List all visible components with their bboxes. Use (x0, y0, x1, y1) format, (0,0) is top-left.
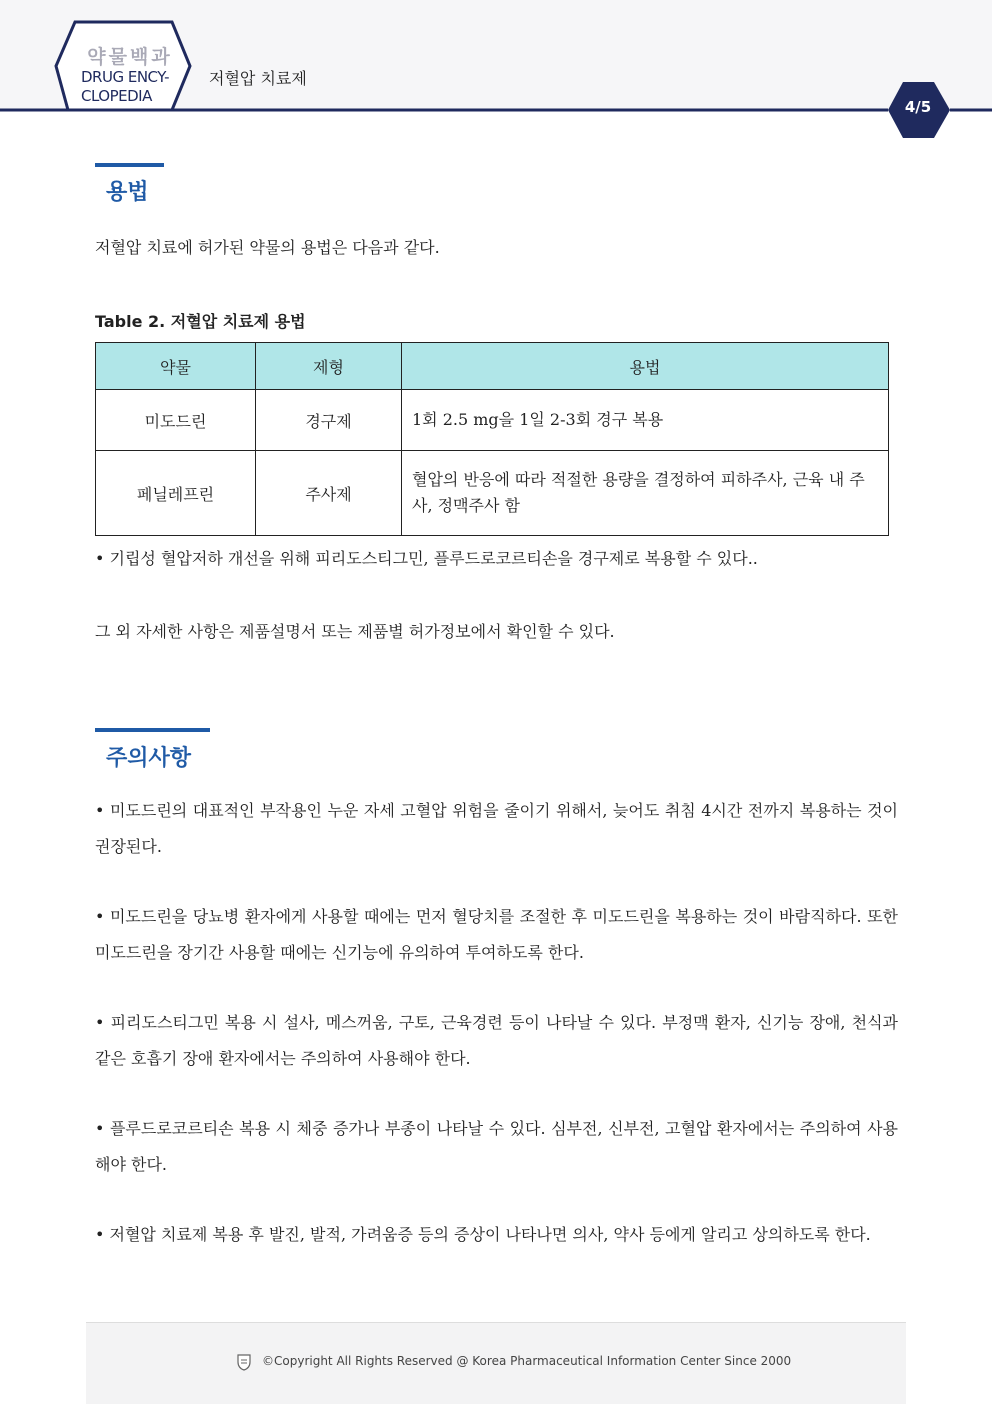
dosage-intro: 저혈압 치료에 허가된 약물의 용법은 다음과 같다. (95, 238, 440, 257)
table-cell-form: 경구제 (256, 390, 402, 451)
precaution-item: • 저혈압 치료제 복용 후 발진, 발적, 가려움증 등의 증상이 나타나면 의사, 약사 등에게 알리고 상의하도록 한다. (95, 1225, 871, 1244)
dosage-bullet: • 기립성 혈압저하 개선을 위해 피리도스티그민, 플루드로코르티손을 경구제로 복용할 수 있다.. (95, 549, 758, 568)
table-header-row (96, 343, 889, 390)
table-row (96, 451, 889, 536)
table-header-dosage: 용법 (402, 343, 889, 390)
page-indicator: 4/5 (904, 98, 932, 116)
precaution-item: • 플루드로코르티손 복용 시 체중 증가나 부종이 나타날 수 있다. 심부전, 신부전, 고혈압 환자에서는 주의하여 사용해야 한다. (95, 1119, 898, 1174)
section-bar-precautions (95, 728, 210, 732)
logo-english-line1: DRUG ENCY- (81, 68, 170, 86)
logo-english (81, 68, 169, 106)
precaution-item: • 미도드린의 대표적인 부작용인 누운 자세 고혈압 위험을 줄이기 위해서, 늦어도 취침 4시간 전까지 복용하는 것이 권장된다. (95, 801, 898, 856)
section-heading-dosage: 용법 (106, 180, 149, 205)
footer-copyright: ©Copyright All Rights Reserved @ Korea Pharmaceutical Information Center Since 2000 (262, 1354, 792, 1368)
section-bar-dosage (95, 163, 164, 167)
table-cell-drug: 미도드린 (96, 390, 256, 451)
dosage-table (95, 342, 889, 536)
shield-icon (236, 1353, 252, 1371)
table-cell-dosage: 1회 2.5 mg을 1일 2-3회 경구 복용 (402, 390, 889, 451)
table-row (96, 390, 889, 451)
table-cell-dosage: 혈압의 반응에 따라 적절한 용량을 결정하여 피하주사, 근육 내 주사, 정맥주사 함 (402, 451, 889, 536)
table-cell-drug: 페닐레프린 (96, 451, 256, 536)
logo-english-line2: CLOPEDIA (81, 87, 152, 105)
table-cell-form: 주사제 (256, 451, 402, 536)
precaution-item: • 피리도스티그민 복용 시 설사, 메스꺼움, 구토, 근육경련 등이 나타날 수 있다. 부정맥 환자, 신기능 장애, 천식과 같은 호흡기 장애 환자에서는 주의하여 사용해야 한다. (95, 1013, 898, 1068)
dosage-note: 그 외 자세한 사항은 제품설명서 또는 제품별 허가정보에서 확인할 수 있다. (95, 622, 615, 641)
table-header-drug: 약물 (96, 343, 256, 390)
logo-korean: 약물백과 (87, 46, 173, 68)
document-title: 저혈압 치료제 (209, 69, 307, 88)
table-header-form: 제형 (256, 343, 402, 390)
precaution-item: • 미도드린을 당뇨병 환자에게 사용할 때에는 먼저 혈당치를 조절한 후 미도드린을 복용하는 것이 바람직하다. 또한 미도드린을 장기간 사용할 때에는 신기능에 유의하여 투여하도록 한다. (95, 907, 898, 962)
table-caption: Table 2. 저혈압 치료제 용법 (95, 312, 306, 331)
section-heading-precautions: 주의사항 (106, 746, 192, 771)
